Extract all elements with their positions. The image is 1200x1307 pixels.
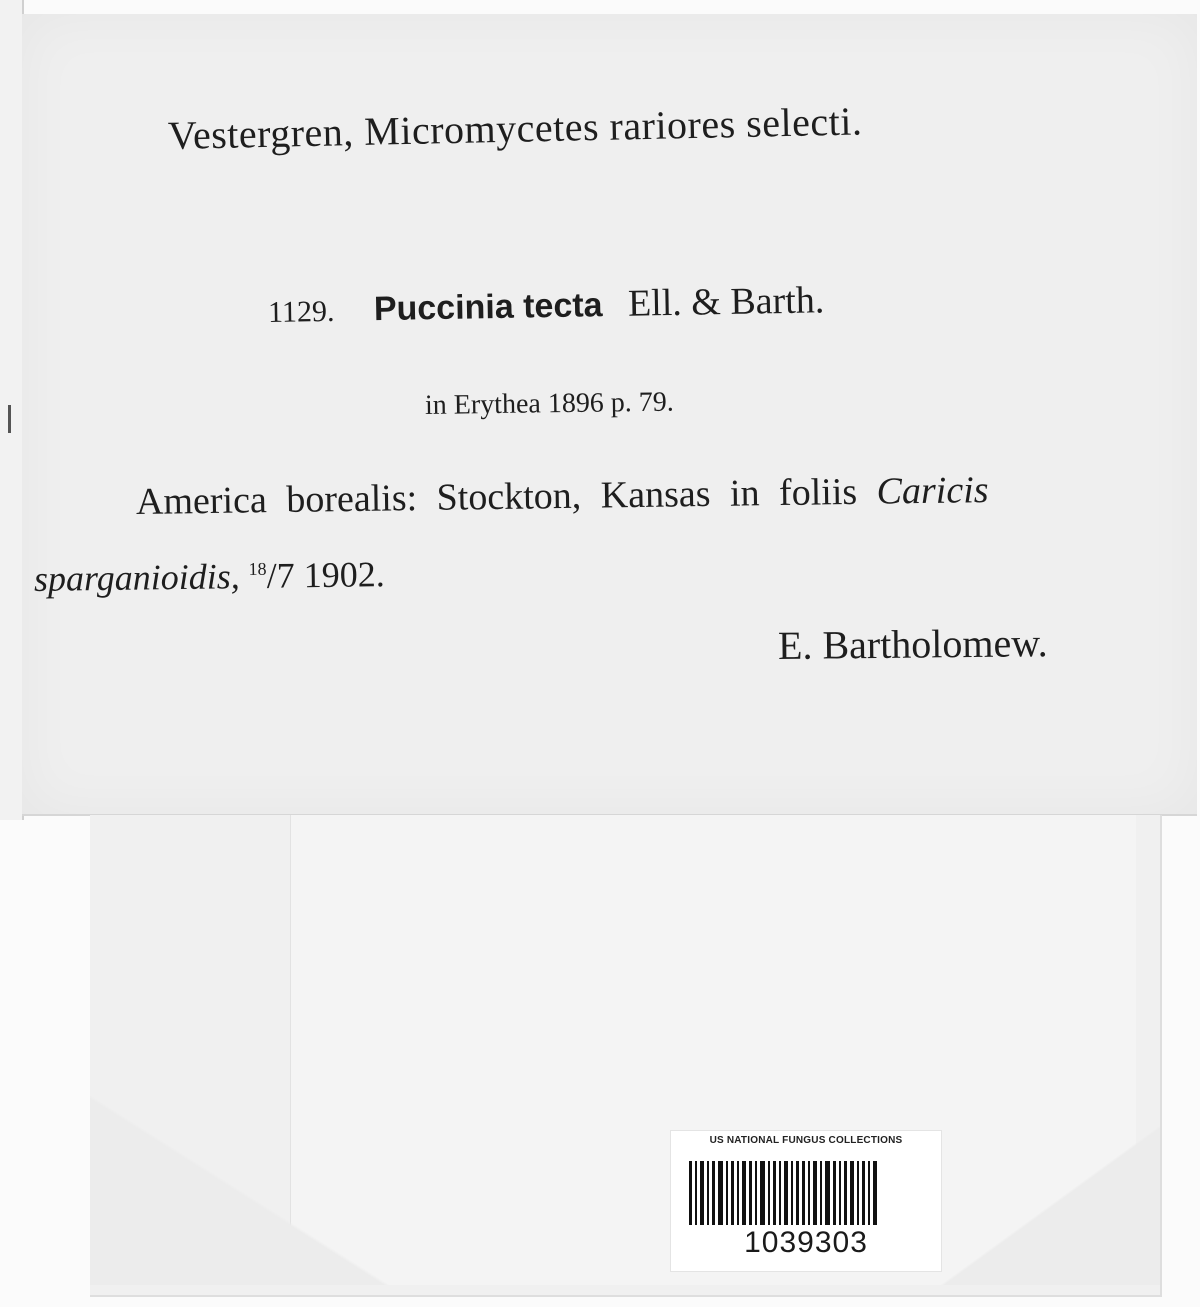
specimen-envelope	[90, 815, 1162, 1297]
barcode-bar	[700, 1161, 704, 1225]
barcode-bar	[839, 1161, 841, 1225]
date-day: 18	[248, 558, 267, 580]
barcode-bar	[726, 1161, 728, 1225]
barcode-bar	[802, 1161, 805, 1225]
barcode-bar	[784, 1161, 788, 1225]
barcode-bar	[850, 1161, 854, 1225]
collection-date	[248, 554, 385, 596]
specimen-number: 1129.	[267, 294, 335, 329]
barcode-bar	[689, 1161, 692, 1225]
date-month: /7	[266, 555, 295, 596]
barcode-bar	[857, 1161, 859, 1225]
series-title: Vestergren, Micromycetes rariores selecti.	[167, 98, 863, 158]
date-year: 1902.	[303, 554, 385, 596]
barcode-bar	[820, 1161, 822, 1225]
collector-name: E. Bartholomew.	[777, 620, 1048, 668]
barcode-bar	[779, 1161, 781, 1225]
barcode-bar	[712, 1161, 715, 1225]
taxon-name: Puccinia tecta	[373, 286, 603, 329]
edge-mark	[8, 405, 11, 433]
barcode-bar	[813, 1161, 817, 1225]
barcode-bar	[718, 1161, 723, 1225]
publication-citation: in Erythea 1896 p. 79.	[424, 386, 675, 421]
barcode-bar	[737, 1161, 739, 1225]
locality-line-2	[34, 553, 385, 600]
barcode-bar	[755, 1161, 757, 1225]
barcode-label	[670, 1130, 942, 1272]
barcode-bar	[773, 1161, 776, 1225]
barcode-bar	[862, 1161, 865, 1225]
barcode-bar	[868, 1161, 870, 1225]
taxon-authority: Ell. & Barth.	[627, 279, 825, 325]
barcode-number: 1039303	[744, 1226, 868, 1259]
sheet-left-edge	[0, 0, 24, 820]
barcode-icon	[689, 1161, 924, 1225]
barcode-bar	[760, 1161, 765, 1225]
barcode-bar	[742, 1161, 746, 1225]
barcode-bar	[707, 1161, 709, 1225]
barcode-bar	[808, 1161, 810, 1225]
barcode-bar	[844, 1161, 847, 1225]
barcode-bar	[695, 1161, 697, 1225]
barcode-bar	[768, 1161, 770, 1225]
host-genus: Caricis	[876, 469, 989, 513]
barcode-bar	[833, 1161, 836, 1225]
barcode-header: US NATIONAL FUNGUS COLLECTIONS	[709, 1135, 903, 1146]
envelope-fold-right	[940, 1125, 1160, 1285]
envelope-fold-left	[90, 1095, 390, 1285]
barcode-bar	[796, 1161, 799, 1225]
barcode-bar	[731, 1161, 734, 1225]
barcode-bar	[825, 1161, 830, 1225]
barcode-bar	[749, 1161, 752, 1225]
host-epithet: sparganioidis,	[33, 556, 240, 599]
locality-text: America borealis: Stockton, Kansas in foliis	[135, 470, 858, 523]
barcode-bar	[873, 1161, 877, 1225]
barcode-bar	[791, 1161, 793, 1225]
